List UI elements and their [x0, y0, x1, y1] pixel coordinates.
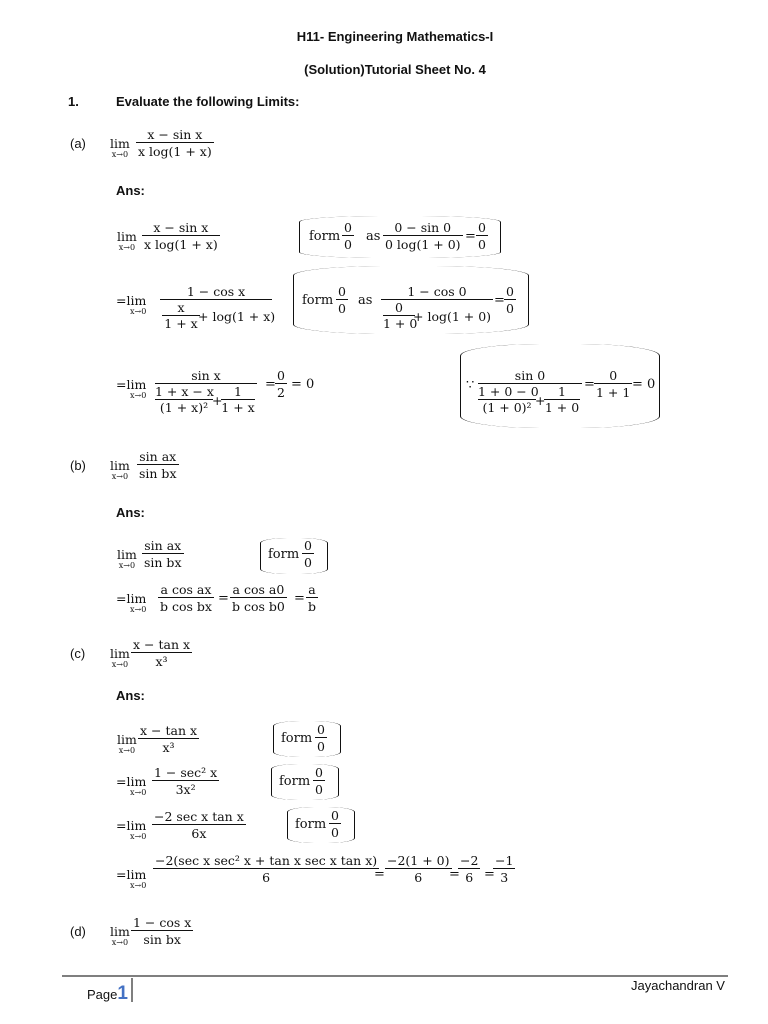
step-fraction: 1 − cos x x 1 + x + log(1 + x): [160, 284, 272, 335]
document-subtitle: (Solution)Tutorial Sheet No. 4: [304, 62, 486, 77]
result-value: = 0: [291, 377, 315, 392]
check-result-fraction: $\frac{0}{1 + 1}$: [596, 368, 631, 400]
step-fraction: 1 − sec² x 3x²: [154, 765, 218, 797]
part-b-fraction: $\frac{\text{sin ax}}{\text{sin bx}}$: [139, 449, 177, 481]
answer-label: Ans:: [116, 183, 145, 198]
document-title: H11- Engineering Mathematics-I: [296, 29, 494, 44]
form-fraction: $\frac{0}{0}$: [315, 765, 323, 797]
as-label: as: [358, 293, 373, 308]
step-fraction: $\frac{\text{a cos ax}}{\text{b cos bx}}$: [160, 582, 212, 614]
question-number: 1.: [68, 94, 79, 109]
part-a-label: (a): [70, 136, 86, 151]
limit-operator: =lim x→0: [116, 293, 147, 316]
part-d-label: (d): [70, 924, 86, 939]
page-number: 1: [117, 983, 128, 1004]
result-fraction: $\frac{a}{b}$: [308, 582, 317, 614]
form-fraction: $\frac{0}{0}$: [331, 808, 339, 840]
check-fraction: $\frac{0 - \sin 0}{0 \log(1 + 0)}$: [385, 220, 461, 252]
author-name: Jayachandran V: [631, 978, 725, 993]
form-fraction: $\frac{0}{0}$: [338, 284, 346, 316]
equals: =: [484, 867, 495, 882]
equals: =: [265, 377, 276, 392]
form-fraction: $\frac{0}{0}$: [344, 220, 352, 252]
limit-operator: lim x→0: [110, 646, 130, 669]
form-label: form: [295, 817, 327, 832]
footer-separator: [131, 978, 133, 1002]
form-label: form: [268, 547, 300, 562]
check-fraction: 1 − cos 0 0 1 + 0 + log(1 + 0): [381, 284, 493, 335]
step-fraction: −2(sec x sec² x + tan x sec x tan x) 6: [155, 853, 378, 885]
form-label: form: [281, 731, 313, 746]
since-symbol: ∵: [466, 378, 475, 393]
limit-operator: =lim x→0: [116, 867, 147, 890]
step-fraction: −2 sec x tan x 6x: [154, 809, 244, 841]
page-label: Page1: [87, 983, 128, 1004]
footer-rule: [62, 975, 728, 977]
result-fraction: $\frac{-1}{3}$: [495, 853, 514, 885]
equals: =: [449, 867, 460, 882]
step-fraction: $\frac{\text{x − sin x}}{\text{x log(1 + x)}}$: [144, 220, 218, 252]
step-fraction: $\frac{\text{a cos a0}}{\text{b cos b0}}$: [232, 582, 285, 614]
part-a-fraction: $\frac{\text{x − sin x}}{\text{x log(1 + x)}}$: [138, 127, 212, 159]
limit-operator: lim x→0: [117, 547, 137, 570]
result-fraction: $\frac{-2}{6}$: [460, 853, 479, 885]
limit-operator: =lim x→0: [116, 377, 147, 400]
equals: =: [494, 293, 505, 308]
part-b-label: (b): [70, 458, 86, 473]
form-fraction: $\frac{0}{0}$: [317, 722, 325, 754]
answer-label: Ans:: [116, 505, 145, 520]
equals: =: [218, 591, 229, 606]
form-fraction: $\frac{0}{0}$: [478, 220, 486, 252]
limit-operator: lim x→0: [110, 924, 130, 947]
form-label: form: [302, 293, 334, 308]
limit-operator: =lim x→0: [116, 818, 147, 841]
form-fraction: $\frac{0}{0}$: [506, 284, 514, 316]
as-label: as: [366, 229, 381, 244]
limit-operator: =lim x→0: [116, 774, 147, 797]
question-text: Evaluate the following Limits:: [116, 94, 300, 109]
part-c-label: (c): [70, 646, 86, 661]
check-result-value: = 0: [632, 377, 656, 392]
limit-operator: lim x→0: [117, 732, 137, 755]
equals: =: [465, 229, 476, 244]
result-fraction: $\frac{-2(1 + 0)}{6}$: [387, 853, 450, 885]
step-fraction: $\frac{\text{x − tan x}}{\text{x³}}$: [140, 723, 198, 755]
form-label: form: [279, 774, 311, 789]
equals: =: [374, 867, 385, 882]
check-fraction: sin 0 1 + 0 − 0 (1 + 0)² + 1 1 + 0: [478, 368, 582, 421]
limit-operator: =lim x→0: [116, 591, 147, 614]
equals: =: [584, 377, 595, 392]
answer-label: Ans:: [116, 688, 145, 703]
part-c-fraction: $\frac{\text{x − tan x}}{\text{x³}}$: [133, 637, 191, 669]
part-d-fraction: $\frac{\text{1 − cos x}}{\text{sin bx}}$: [133, 915, 192, 947]
form-fraction: $\frac{0}{0}$: [304, 538, 312, 570]
result-fraction: $\frac{0}{2}$: [277, 368, 285, 400]
step-fraction: sin x 1 + x − x (1 + x)² + 1 1 + x: [155, 368, 257, 421]
limit-operator: lim x→0: [117, 229, 137, 252]
limit-operator: lim x→0: [110, 458, 130, 481]
limit-operator: lim x→0: [110, 136, 130, 159]
step-fraction: $\frac{\text{sin ax}}{\text{sin bx}}$: [144, 538, 182, 570]
form-label: form: [309, 229, 341, 244]
equals: =: [294, 591, 305, 606]
